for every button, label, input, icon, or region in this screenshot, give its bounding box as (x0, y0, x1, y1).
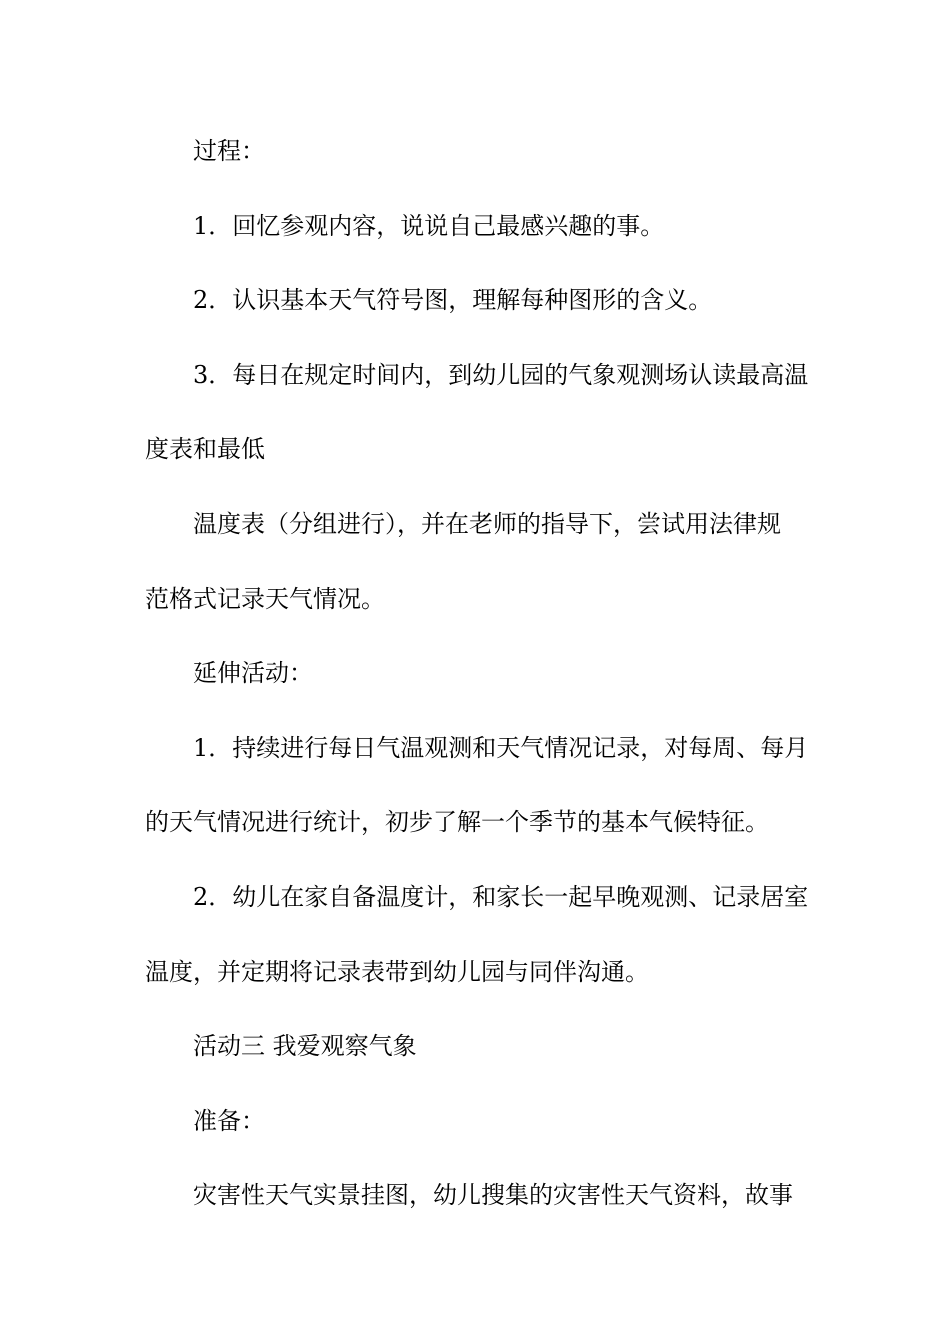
section-heading-process: 过程： (193, 137, 265, 165)
paragraph-step-3: 3．每日在规定时间内，到幼儿园的气象观测场认读最高温 (193, 360, 809, 389)
document-body (145, 127, 810, 1246)
paragraph-thermometer: 温度表（分组进行），并在老师的指导下，尝试用法律规 (193, 509, 781, 538)
section-heading-preparation: 准备： (193, 1106, 265, 1135)
section-heading-extension: 延伸活动： (193, 659, 313, 688)
paragraph-step-3-continued: 度表和最低 (145, 435, 265, 464)
paragraph-extension-2-continued: 温度，并定期将记录表带到幼儿园与同伴沟通。 (145, 957, 649, 986)
paragraph-step-1: 1．回忆参观内容，说说自己最感兴趣的事。 (193, 211, 665, 240)
paragraph-preparation: 灾害性天气实景挂图，幼儿搜集的灾害性天气资料，故事 (193, 1181, 793, 1210)
section-heading-activity-3: 活动三 我爱观察气象 (193, 1032, 417, 1061)
paragraph-extension-1-continued: 的天气情况进行统计，初步了解一个季节的基本气候特征。 (145, 808, 769, 837)
paragraph-step-2: 2．认识基本天气符号图，理解每种图形的含义。 (193, 286, 713, 315)
paragraph-thermometer-continued: 范格式记录天气情况。 (145, 584, 385, 613)
paragraph-extension-2: 2．幼儿在家自备温度计，和家长一起早晚观测、记录居室 (193, 882, 809, 911)
paragraph-extension-1: 1．持续进行每日气温观测和天气情况记录，对每周、每月 (193, 733, 809, 762)
